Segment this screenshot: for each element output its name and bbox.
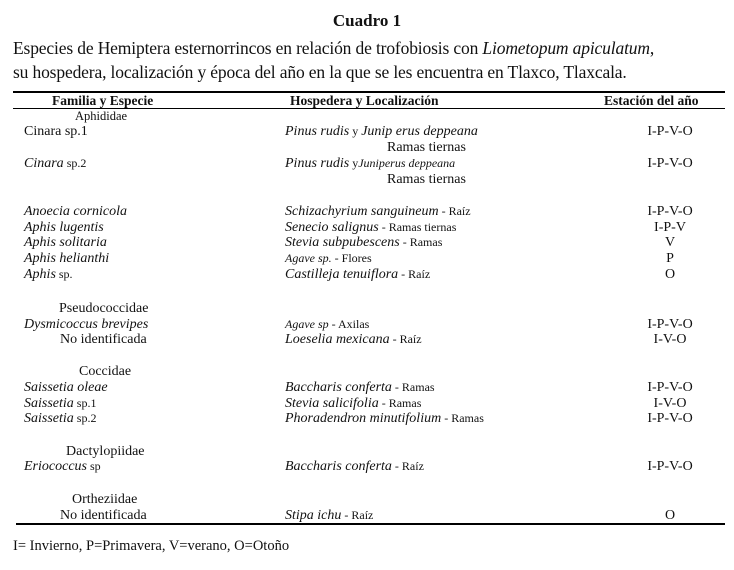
table-row-season: I-P-V-O — [647, 204, 693, 219]
table-row-species: Saissetia oleae — [24, 380, 108, 395]
table-row-species: Dysmicoccus brevipes — [24, 317, 149, 332]
family-ortheziidae: Ortheziidae — [72, 492, 138, 507]
table-row-species: Eriococcus sp — [24, 459, 101, 474]
table-row-species: Aphis helianthi — [24, 251, 110, 266]
table-row-species: Cinara sp.2 — [24, 156, 87, 171]
table-row-species: No identificada — [60, 508, 147, 523]
table-row-host: Phoradendron minutifolium - Ramas — [285, 411, 484, 426]
table-row-location: Ramas tiernas — [387, 140, 466, 155]
header-estacion: Estación del año — [604, 93, 699, 108]
table-row-host: Stevia salicifolia - Ramas — [285, 396, 422, 411]
table-row-species: Anoecia cornicola — [24, 204, 128, 219]
table-row-species: Saissetia sp.1 — [24, 396, 97, 411]
header-familia: Familia y Especie — [52, 93, 154, 108]
caption-line-2: su hospedera, localización y época del año en la que se les encuentra en Tlaxco, Tlaxcala. — [13, 62, 627, 82]
table-row-species: Aphis solitaria — [24, 235, 107, 250]
table-row-season: V — [664, 235, 676, 250]
table-row-location: Ramas tiernas — [387, 172, 466, 187]
table-row-host: Stipa ichu - Raíz — [285, 508, 374, 523]
table-row-host: Pinus rudis yJuniperus deppeana — [285, 156, 456, 171]
table-row-season: I-P-V-O — [647, 380, 693, 395]
table-row-season: I-P-V-O — [647, 156, 693, 171]
season-legend-footnote: I= Invierno, P=Primavera, V=verano, O=Otoño — [13, 538, 290, 554]
table-row-species: No identificada — [60, 332, 147, 347]
family-aphididae: Aphididae — [75, 109, 128, 123]
table-row-host: Schizachyrium sanguineum - Raíz — [285, 204, 471, 219]
table-row-season: I-V-O — [653, 332, 687, 347]
table-row-season: I-P-V-O — [647, 124, 693, 139]
table-title: Cuadro 1 — [332, 11, 402, 30]
table-row-host: Pinus rudis y Junip erus deppeana — [285, 124, 478, 139]
table-row-season: I-P-V-O — [647, 459, 693, 474]
table-row-species: Saissetia sp.2 — [24, 411, 97, 426]
table-row-season: O — [664, 267, 676, 282]
table-row-season: O — [664, 508, 676, 523]
table-row-host: Stevia subpubescens - Ramas — [285, 235, 443, 250]
table-row-host: Baccharis conferta - Raíz — [285, 459, 424, 474]
table-row-species: Cinara sp.1 — [24, 124, 88, 139]
table-row-host: Agave sp. - Flores — [285, 251, 372, 265]
table-row-species: Aphis lugentis — [24, 220, 104, 235]
table-row-season: P — [666, 251, 674, 266]
caption-line-1: Especies de Hemiptera esternorrincos en relación de trofobiosis con Liometopum apiculatum, — [13, 38, 655, 58]
table-row-host: Senecio salignus - Ramas tiernas — [285, 220, 457, 235]
family-dactylopiidae: Dactylopiidae — [66, 444, 145, 459]
table-bottom-rule — [16, 523, 725, 525]
table-row-season: I-P-V-O — [647, 317, 693, 332]
family-coccidae: Coccidae — [79, 364, 132, 379]
table-row-host: Loeselia mexicana - Raíz — [285, 332, 422, 347]
table-row-season: I-V-O — [653, 396, 687, 411]
table-row-species: Aphis sp. — [24, 267, 73, 282]
table-row-host: Castilleja tenuiflora - Raíz — [285, 267, 431, 282]
table-row-host: Agave sp - Axilas — [285, 317, 370, 331]
table-row-season: I-P-V-O — [647, 411, 693, 426]
table-row-season: I-P-V — [654, 220, 686, 235]
table-row-host: Baccharis conferta - Ramas — [285, 380, 435, 395]
family-pseudococcidae: Pseudococcidae — [59, 301, 149, 316]
header-hospedera: Hospedera y Localización — [290, 93, 439, 108]
caption-species: Liometopum apiculatum — [482, 38, 650, 58]
